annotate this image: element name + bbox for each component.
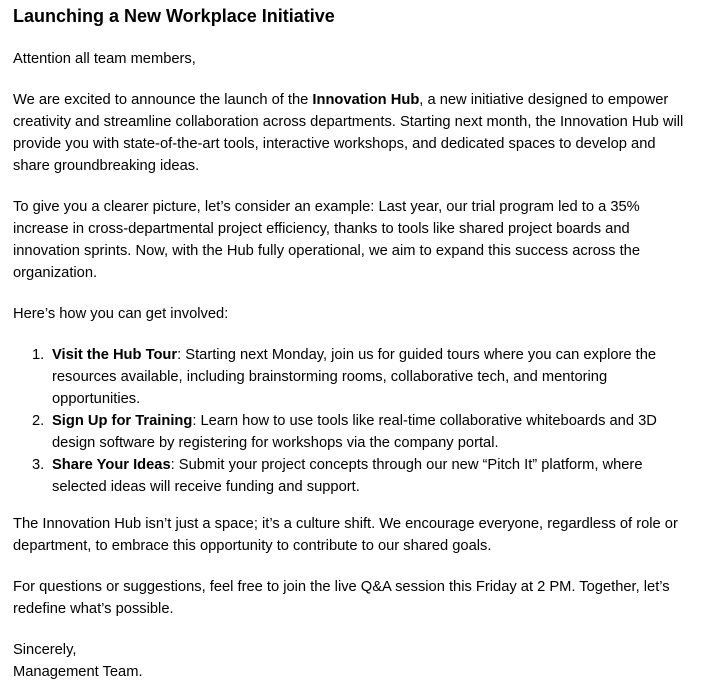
- list-item-text: : Learn how to use tools like real-time collaborative whiteboards and 3D design software by registering for workshops via the company portal.: [52, 413, 657, 451]
- announcement-bold-innovation-hub: Innovation Hub: [312, 92, 420, 108]
- list-item-training: [13, 410, 695, 454]
- list-item-share-ideas: [13, 454, 695, 498]
- closing: [13, 639, 695, 683]
- list-item-number: 2.: [32, 413, 45, 429]
- closing-sincerely: Sincerely,: [13, 642, 77, 658]
- paragraph-example: To give you a clearer picture, let’s consider an example: Last year, our trial program led to a 35% increase in cross-departmental project efficiency, thanks to tools like shared project boards and innovation sprints. Now, with the Hub fully operational, we aim to expand this success across the organization.: [13, 199, 640, 281]
- list-item-text: : Starting next Monday, join us for guided tours where you can explore the resources available, including brainstorming rooms, collaborative tech, and mentoring opportunities.: [52, 347, 657, 407]
- list-intro: Here’s how you can get involved:: [13, 306, 229, 322]
- salutation: Attention all team members,: [13, 51, 196, 67]
- list-item-body: [52, 344, 695, 410]
- list-item-text: : Submit your project concepts through our new “Pitch It” platform, where selected ideas will receive funding and support.: [52, 457, 643, 495]
- list-item-body: [52, 454, 695, 498]
- list-item-hub-tour: [13, 344, 695, 410]
- announcement-text-pre: We are excited to announce the launch of the: [13, 92, 313, 108]
- list-item-bold-lead: Visit the Hub Tour: [52, 347, 178, 363]
- closing-signature: Management Team.: [13, 664, 143, 680]
- paragraph-questions: For questions or suggestions, feel free to join the live Q&A session this Friday at 2 PM. Together, let’s redefine what’s possible.: [13, 579, 670, 617]
- announcement-text-post: , a new initiative designed to empower creativity and streamline collaboration across departments. Starting next month, the Innovation Hub will provide you with state-of-the-art tools, interactive workshops, and dedicated spaces to develop and share groundbreaking ideas.: [13, 92, 684, 174]
- list-item-bold-lead: Sign Up for Training: [52, 413, 193, 429]
- list-item-number: 1.: [32, 347, 45, 363]
- involvement-list: [13, 344, 695, 498]
- document-title: Launching a New Workplace Initiative: [13, 6, 335, 26]
- list-item-bold-lead: Share Your Ideas: [52, 457, 171, 473]
- list-item-number: 3.: [32, 457, 45, 473]
- paragraph-announcement: [13, 89, 695, 177]
- paragraph-culture: The Innovation Hub isn’t just a space; it’s a culture shift. We encourage everyone, regardless of role or department, to embrace this opportunity to contribute to our shared goals.: [13, 516, 678, 554]
- list-item-body: [52, 410, 695, 454]
